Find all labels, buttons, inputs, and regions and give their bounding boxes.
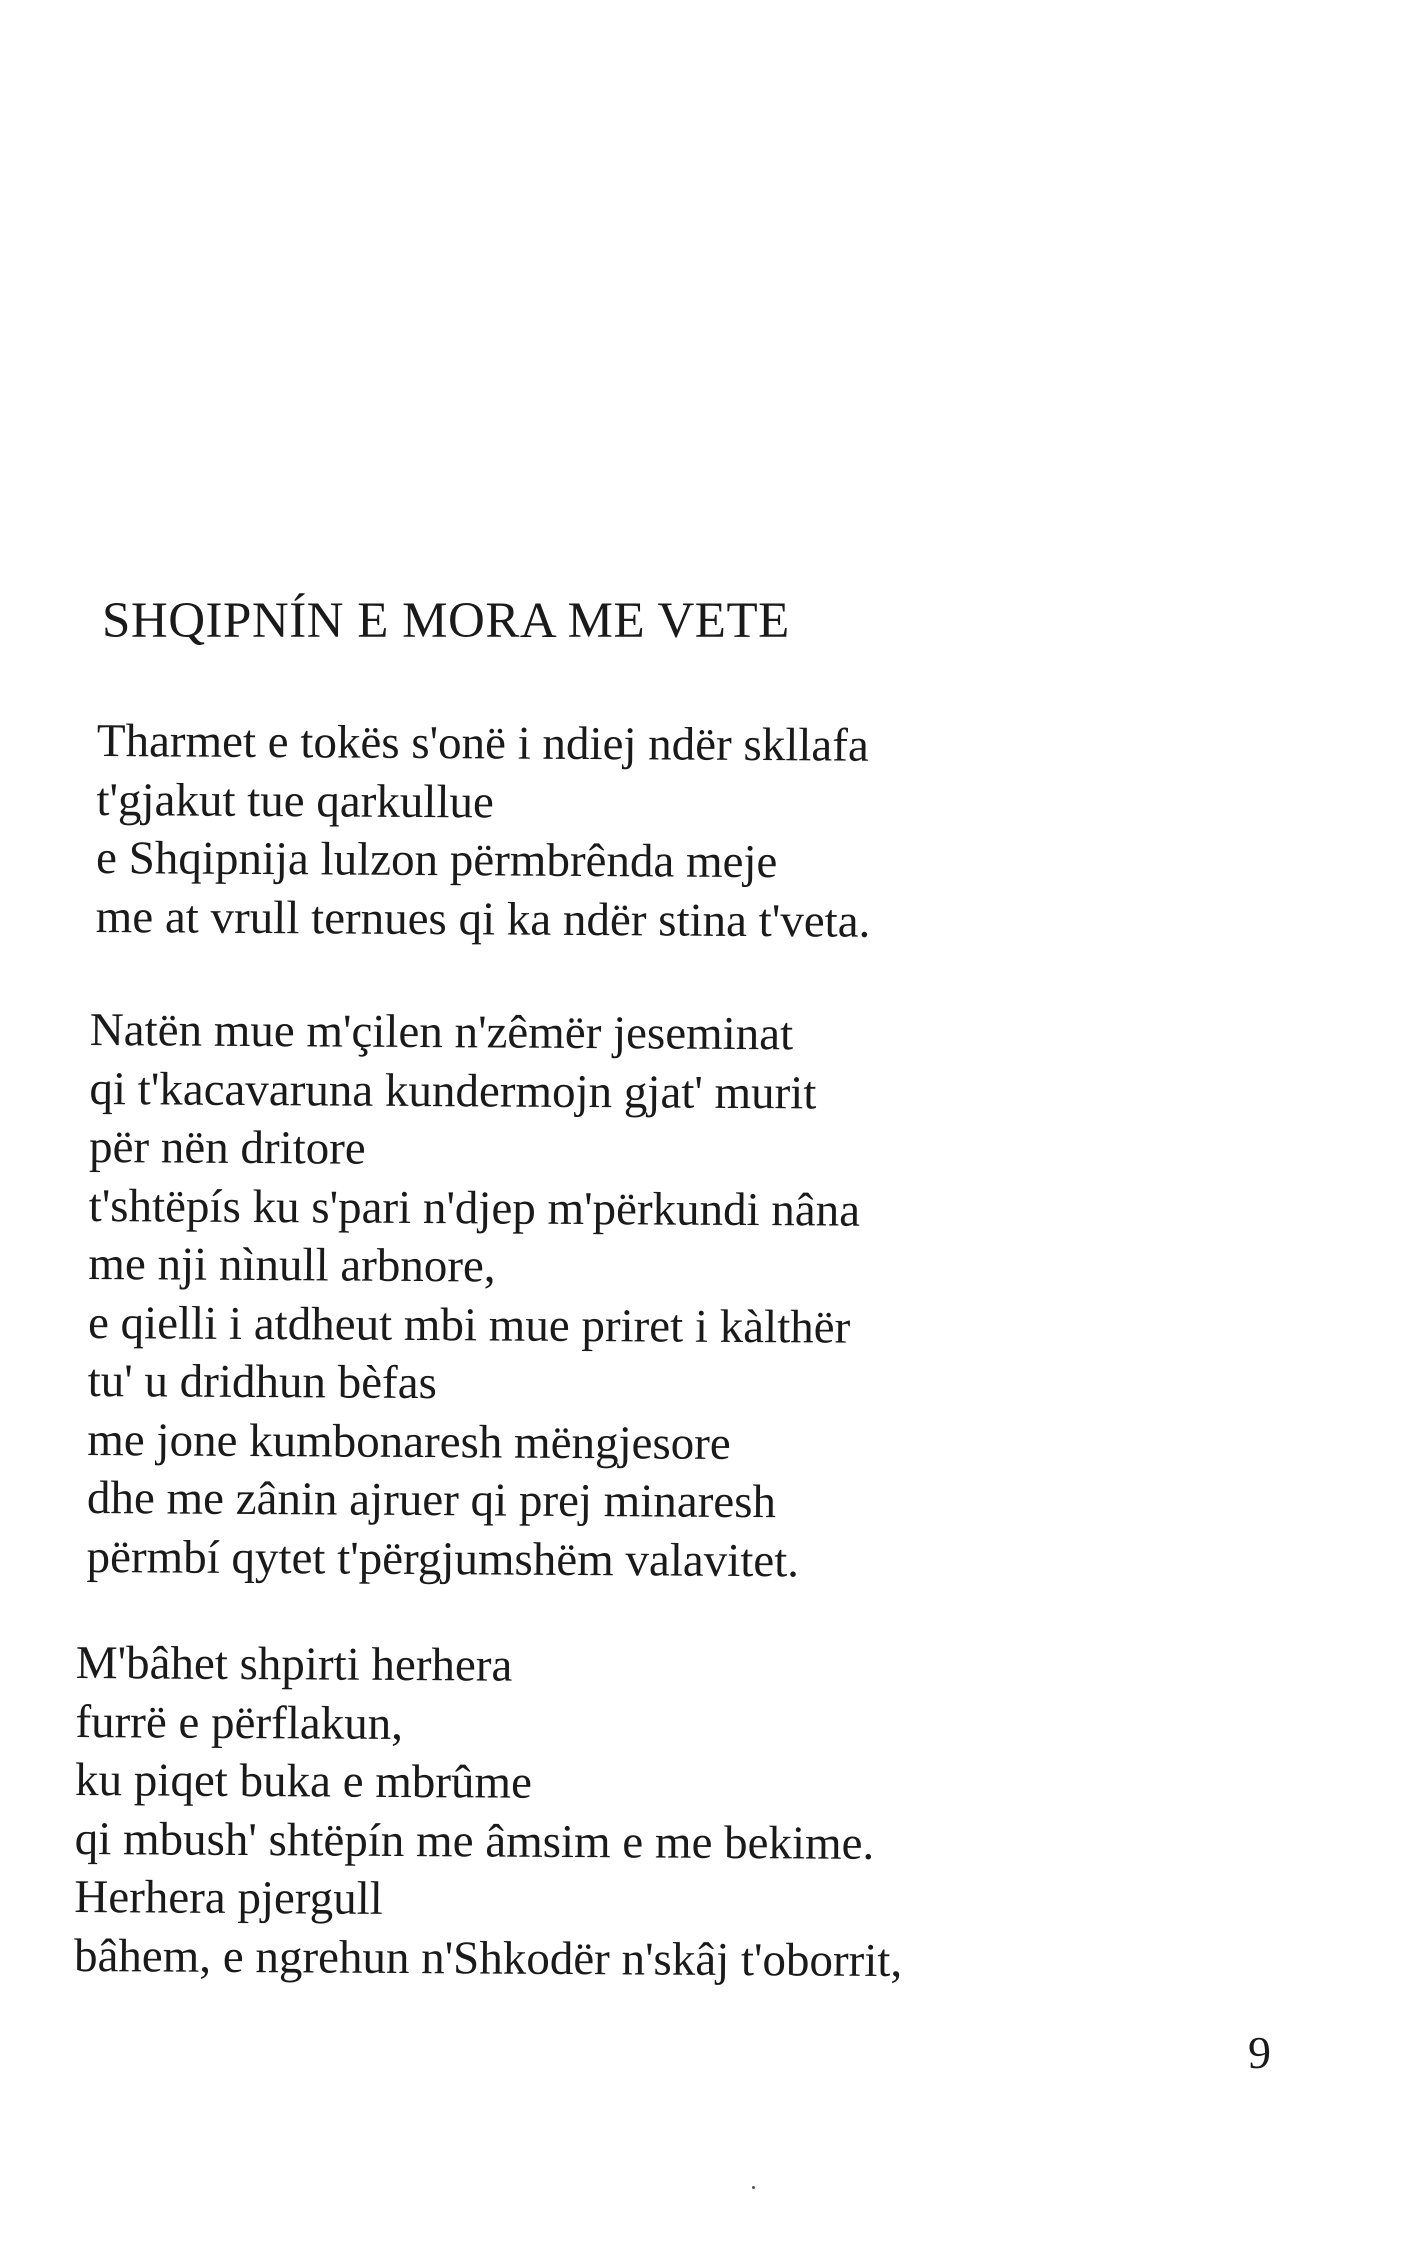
poem-line: Natën mue m'çilen n'zêmër jeseminat bbox=[89, 1003, 794, 1061]
poem-line: përmbí qytet t'përgjumshëm valavitet. bbox=[86, 1530, 800, 1587]
poem-line: tu' u dridhun bèfas bbox=[87, 1354, 437, 1410]
poem-line: furrë e përflakun, bbox=[75, 1695, 404, 1750]
poem-line: Tharmet e tokës s'onë i ndiej ndër skllafa bbox=[96, 714, 869, 772]
poem-line: ku piqet buka e mbrûme bbox=[74, 1753, 533, 1809]
stanza-2 bbox=[86, 1001, 861, 1591]
poem-line: me nji nìnull arbnore, bbox=[88, 1237, 496, 1293]
poem-line: me jone kumbonaresh mëngjesore bbox=[87, 1413, 731, 1470]
poem-title: SHQIPNÍN E MORA ME VETE bbox=[102, 593, 790, 649]
poem-line: qi t'kacavaruna kundermojn gjat' murit bbox=[89, 1062, 817, 1119]
poem-line: M'bâhet shpirti herhera bbox=[75, 1637, 513, 1692]
poem-line: t'gjakut tue qarkullue bbox=[96, 773, 495, 828]
page-number: 9 bbox=[1248, 2027, 1271, 2078]
poem-line: për nën dritore bbox=[88, 1120, 366, 1175]
poem-line: e Shqipnija lulzon përmbrênda meje bbox=[95, 831, 778, 889]
stanza-1 bbox=[96, 712, 872, 951]
poem-line: bâhem, e ngrehun n'Shkodër n'skâj t'oborrit, bbox=[73, 1929, 903, 1987]
poem-line: Herhera pjergull bbox=[74, 1870, 383, 1925]
poem-line: e qielli i atdheut mbi mue priret i kàlthër bbox=[87, 1296, 851, 1354]
scan-speck bbox=[752, 2186, 755, 2189]
poem-line: t'shtëpís ku s'pari n'djep m'përkundi nâna bbox=[88, 1179, 861, 1237]
poem-line: qi mbush' shtëpín me âmsim e me bekime. bbox=[74, 1812, 875, 1870]
poem-line: dhe me zânin ajruer qi prej minaresh bbox=[86, 1471, 777, 1529]
poem-line: me at vrull ternues qi ka ndër stina t'veta. bbox=[95, 890, 871, 948]
stanza-3 bbox=[74, 1634, 904, 1990]
